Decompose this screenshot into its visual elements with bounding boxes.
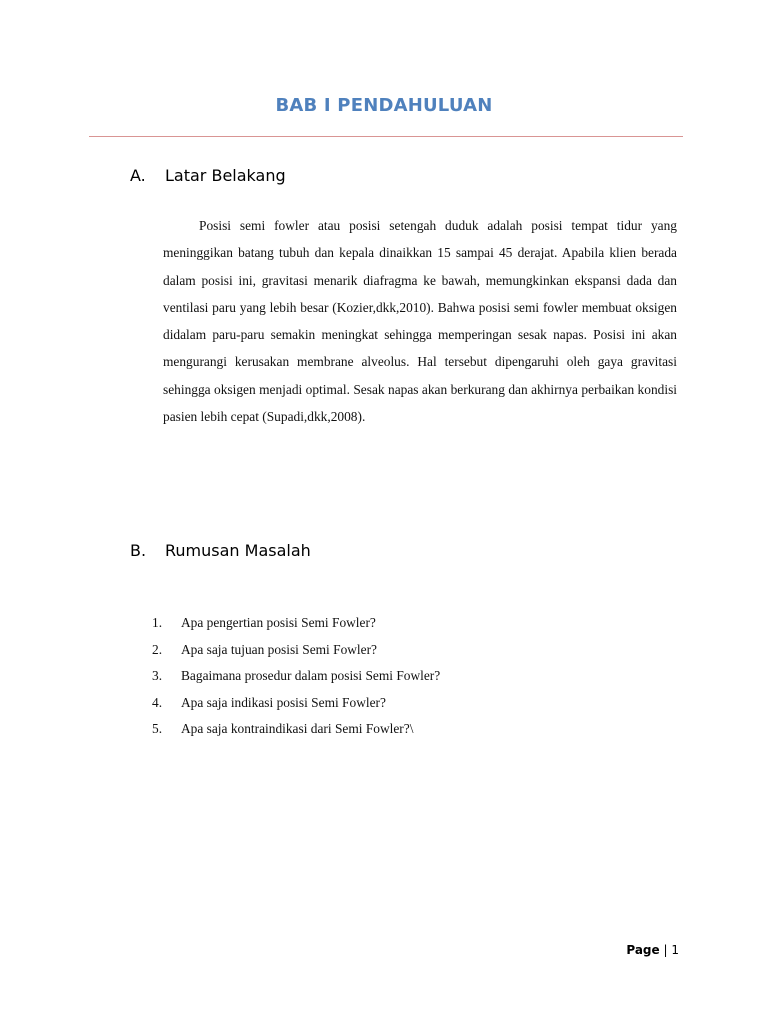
section-b-heading bbox=[130, 541, 311, 560]
list-item-number: 4. bbox=[152, 694, 163, 710]
page-number: 1 bbox=[671, 943, 679, 957]
section-b-number: B. bbox=[130, 541, 147, 560]
list-item-text: Bagaimana prosedur dalam posisi Semi Fowler? bbox=[181, 668, 441, 683]
list-item-number: 3. bbox=[152, 668, 163, 683]
list-item-text: Apa saja indikasi posisi Semi Fowler? bbox=[181, 694, 386, 710]
page-footer bbox=[626, 943, 679, 957]
section-a-title: Latar Belakang bbox=[165, 166, 286, 185]
page-label: Page bbox=[626, 943, 660, 957]
list-item bbox=[152, 690, 440, 717]
list-item-text: Apa saja kontraindikasi dari Semi Fowler?\ bbox=[181, 721, 414, 736]
chapter-title: BAB I PENDAHULUAN bbox=[275, 95, 493, 116]
list-item bbox=[152, 663, 440, 690]
list-item-number: 2. bbox=[152, 641, 163, 657]
section-a-number: A. bbox=[130, 166, 146, 185]
question-list bbox=[152, 610, 440, 743]
list-item bbox=[152, 637, 440, 664]
list-item-text: Apa pengertian posisi Semi Fowler? bbox=[181, 615, 376, 630]
section-b-title: Rumusan Masalah bbox=[165, 541, 311, 560]
section-a-heading bbox=[130, 166, 286, 185]
list-item bbox=[152, 716, 440, 743]
page-separator: | bbox=[663, 943, 668, 957]
list-item-number: 5. bbox=[152, 721, 163, 736]
title-divider bbox=[89, 136, 683, 137]
background-paragraph: Posisi semi fowler atau posisi setengah duduk adalah posisi tempat tidur yang meninggikan batang tubuh dan kepala dinaikkan 15 sampai 45 derajat. Apabila klien berada dalam posisi ini, gravitasi menarik diafragma ke bawah, memungkinkan ekspansi dada dan ventilasi paru yang lebih besar (Kozier,dkk,2010). Bahwa posisi semi fowler membuat oksigen didalam paru-paru semakin meningkat sehingga memperingan sesak napas. Posisi ini akan mengurangi kerusakan membrane alveolus. Hal tersebut dipengaruhi oleh gaya gravitasi sehingga oksigen menjadi optimal. Sesak napas akan berkurang dan akhirnya perbaikan kondisi pasien lebih cepat (Supadi,dkk,2008). bbox=[163, 218, 677, 425]
list-item-number: 1. bbox=[152, 615, 163, 630]
list-item-text: Apa saja tujuan posisi Semi Fowler? bbox=[181, 641, 377, 657]
list-item bbox=[152, 610, 440, 637]
